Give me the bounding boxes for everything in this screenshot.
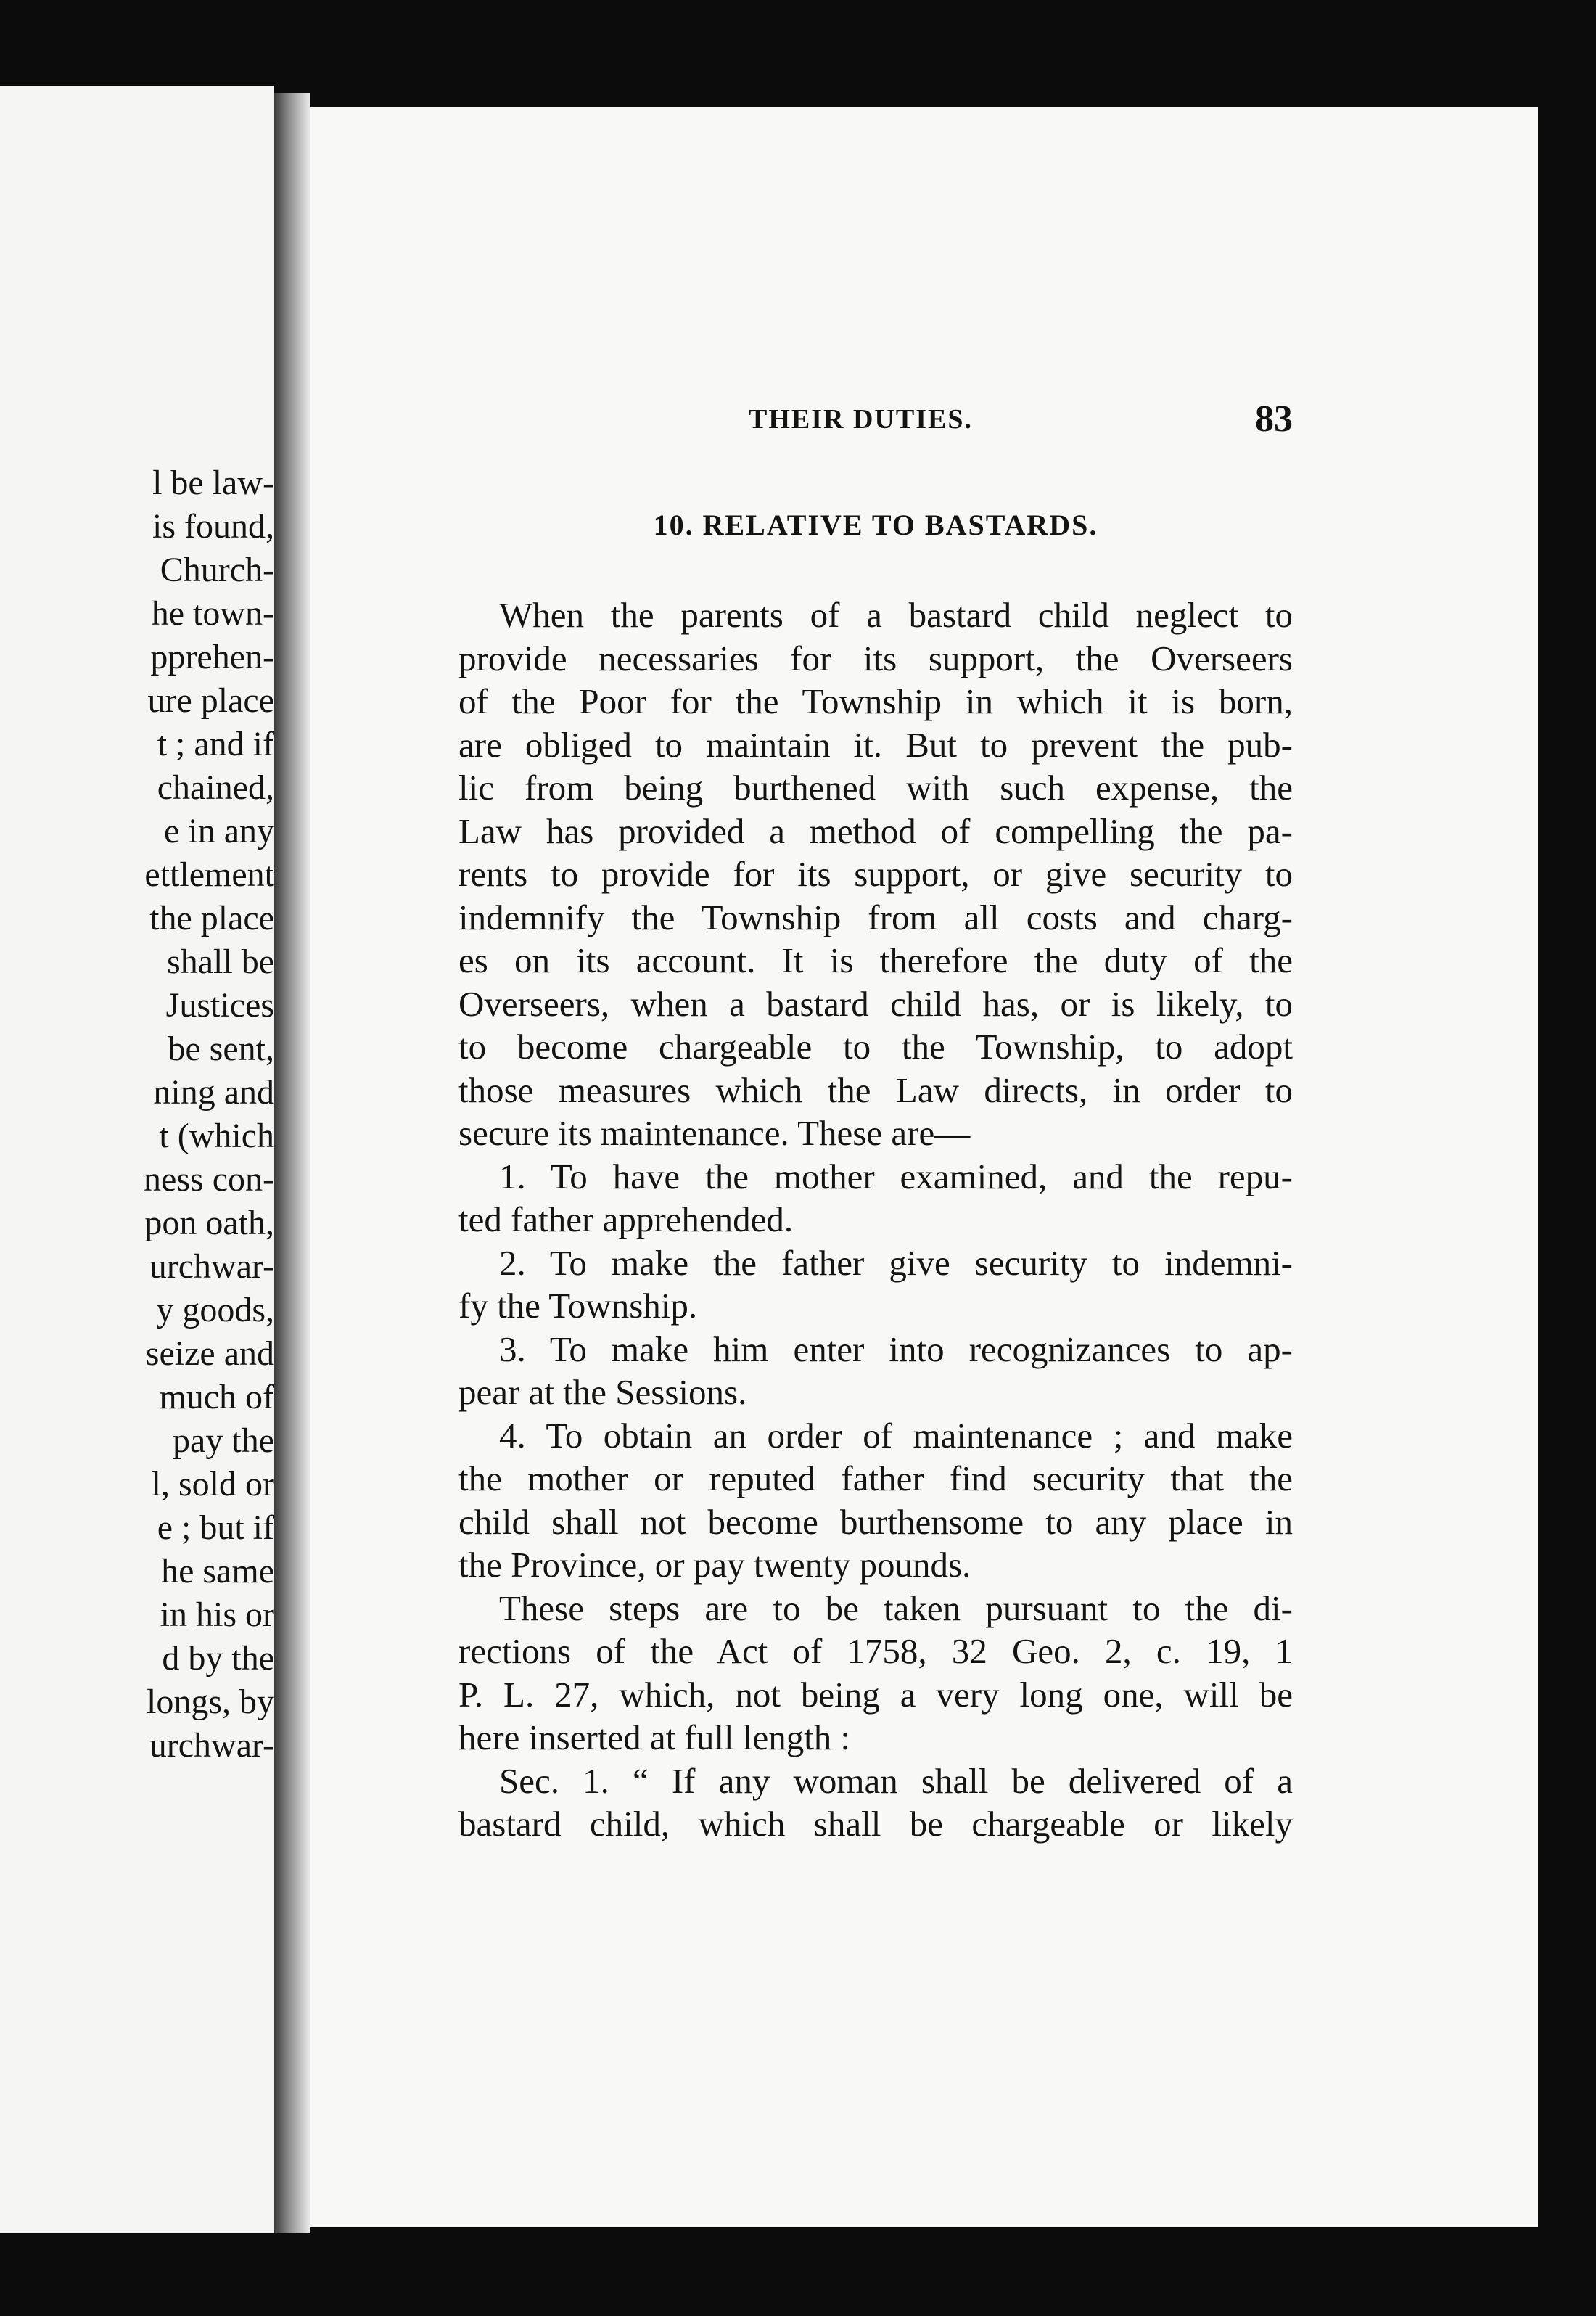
left-page-line: ness con- bbox=[144, 1160, 274, 1199]
text-line: indemnify the Township from all costs and charg- bbox=[458, 897, 1293, 937]
left-page-line: pay the bbox=[173, 1421, 274, 1460]
left-page-line: ettlement bbox=[144, 855, 274, 894]
list-item-line: 2. To make the father give security to indemni- bbox=[499, 1242, 1293, 1283]
left-page-line: t ; and if bbox=[157, 725, 274, 763]
text-line: rections of the Act of 1758, 32 Geo. 2, c. 19, 1 bbox=[458, 1631, 1293, 1671]
left-page-line: he town- bbox=[151, 594, 274, 633]
list-item-line: 4. To obtain an order of maintenance ; and make bbox=[499, 1415, 1293, 1455]
text-line: those measures which the Law directs, in order to bbox=[458, 1069, 1293, 1110]
left-page-line: seize and bbox=[145, 1334, 274, 1373]
list-item-line: pear at the Sessions. bbox=[458, 1372, 747, 1412]
list-item-line: the Province, or pay twenty pounds. bbox=[458, 1545, 971, 1585]
left-page-line: is found, bbox=[152, 507, 274, 546]
left-page-line: ning and bbox=[153, 1073, 274, 1112]
text-line: here inserted at full length : bbox=[458, 1717, 851, 1757]
left-page-line: Justices bbox=[165, 986, 274, 1024]
text-line: Overseers, when a bastard child has, or is likely, to bbox=[458, 983, 1293, 1024]
quoted-statute-line: bastard child, which shall be chargeable or likely bbox=[458, 1804, 1293, 1844]
left-page-line: shall be bbox=[167, 943, 274, 981]
left-page-line: urchwar- bbox=[149, 1247, 274, 1286]
text-line: es on its account. It is therefore the duty of the bbox=[458, 940, 1293, 980]
list-item-line: 1. To have the mother examined, and the repu- bbox=[499, 1156, 1293, 1196]
text-line: are obliged to maintain it. But to prevent the pub- bbox=[458, 724, 1293, 765]
text-line: rents to provide for its support, or give security to bbox=[458, 854, 1293, 894]
left-page-line: pon oath, bbox=[144, 1204, 274, 1242]
page-number: 83 bbox=[1255, 398, 1293, 440]
text-line: Law has provided a method of compelling the pa- bbox=[458, 810, 1293, 851]
running-head: THEIR DUTIES. bbox=[749, 404, 973, 435]
text-line: P. L. 27, which, not being a very long one, will be bbox=[458, 1674, 1293, 1715]
text-line: to become chargeable to the Township, to adopt bbox=[458, 1027, 1293, 1067]
body-text bbox=[458, 594, 1293, 1846]
quoted-statute-line: Sec. 1. “ If any woman shall be delivered of a bbox=[499, 1760, 1293, 1801]
text-line: provide necessaries for its support, the Overseers bbox=[458, 638, 1293, 678]
section-heading: 10. RELATIVE TO BASTARDS. bbox=[653, 509, 1098, 541]
left-page-line: l, sold or bbox=[151, 1465, 274, 1503]
left-page-line: e in any bbox=[164, 812, 274, 850]
left-page-line: l be law- bbox=[152, 464, 274, 502]
text-line: When the parents of a bastard child neglect to bbox=[499, 595, 1293, 635]
list-item-line: child shall not become burthensome to any place in bbox=[458, 1501, 1293, 1542]
list-item-line: fy the Township. bbox=[458, 1286, 698, 1326]
left-page-line: chained, bbox=[157, 768, 274, 807]
text-line: These steps are to be taken pursuant to the di- bbox=[499, 1588, 1293, 1628]
left-page-line: d by the bbox=[162, 1639, 274, 1678]
left-page-line: be sent, bbox=[168, 1030, 274, 1068]
list-item-line: ted father apprehended. bbox=[458, 1199, 794, 1239]
text-line: of the Poor for the Township in which it is born, bbox=[458, 681, 1293, 721]
page-header bbox=[458, 398, 1293, 444]
text-line: lic from being burthened with such expense, the bbox=[458, 768, 1293, 808]
left-page-line: much of bbox=[159, 1378, 274, 1416]
left-page-line: e ; but if bbox=[157, 1508, 274, 1547]
left-page-line: t (which bbox=[159, 1117, 274, 1155]
left-page-line: y goods, bbox=[156, 1291, 274, 1329]
left-page-line: the place bbox=[149, 899, 274, 937]
left-page-line: urchwar- bbox=[149, 1726, 274, 1765]
left-page-line: ure place bbox=[147, 681, 274, 720]
left-page-line: longs, by bbox=[146, 1683, 274, 1721]
list-item-line: 3. To make him enter into recognizances to ap- bbox=[499, 1329, 1293, 1369]
book-gutter bbox=[274, 93, 310, 2233]
left-page-line: he same bbox=[161, 1552, 274, 1590]
left-page-text bbox=[0, 461, 274, 1767]
text-line: secure its maintenance. These are— bbox=[458, 1113, 971, 1153]
list-item-line: the mother or reputed father find security that the bbox=[458, 1458, 1293, 1498]
left-page-line: Church- bbox=[160, 551, 274, 589]
left-page-line: pprehen- bbox=[150, 638, 274, 676]
left-page-line: in his or bbox=[160, 1596, 274, 1634]
